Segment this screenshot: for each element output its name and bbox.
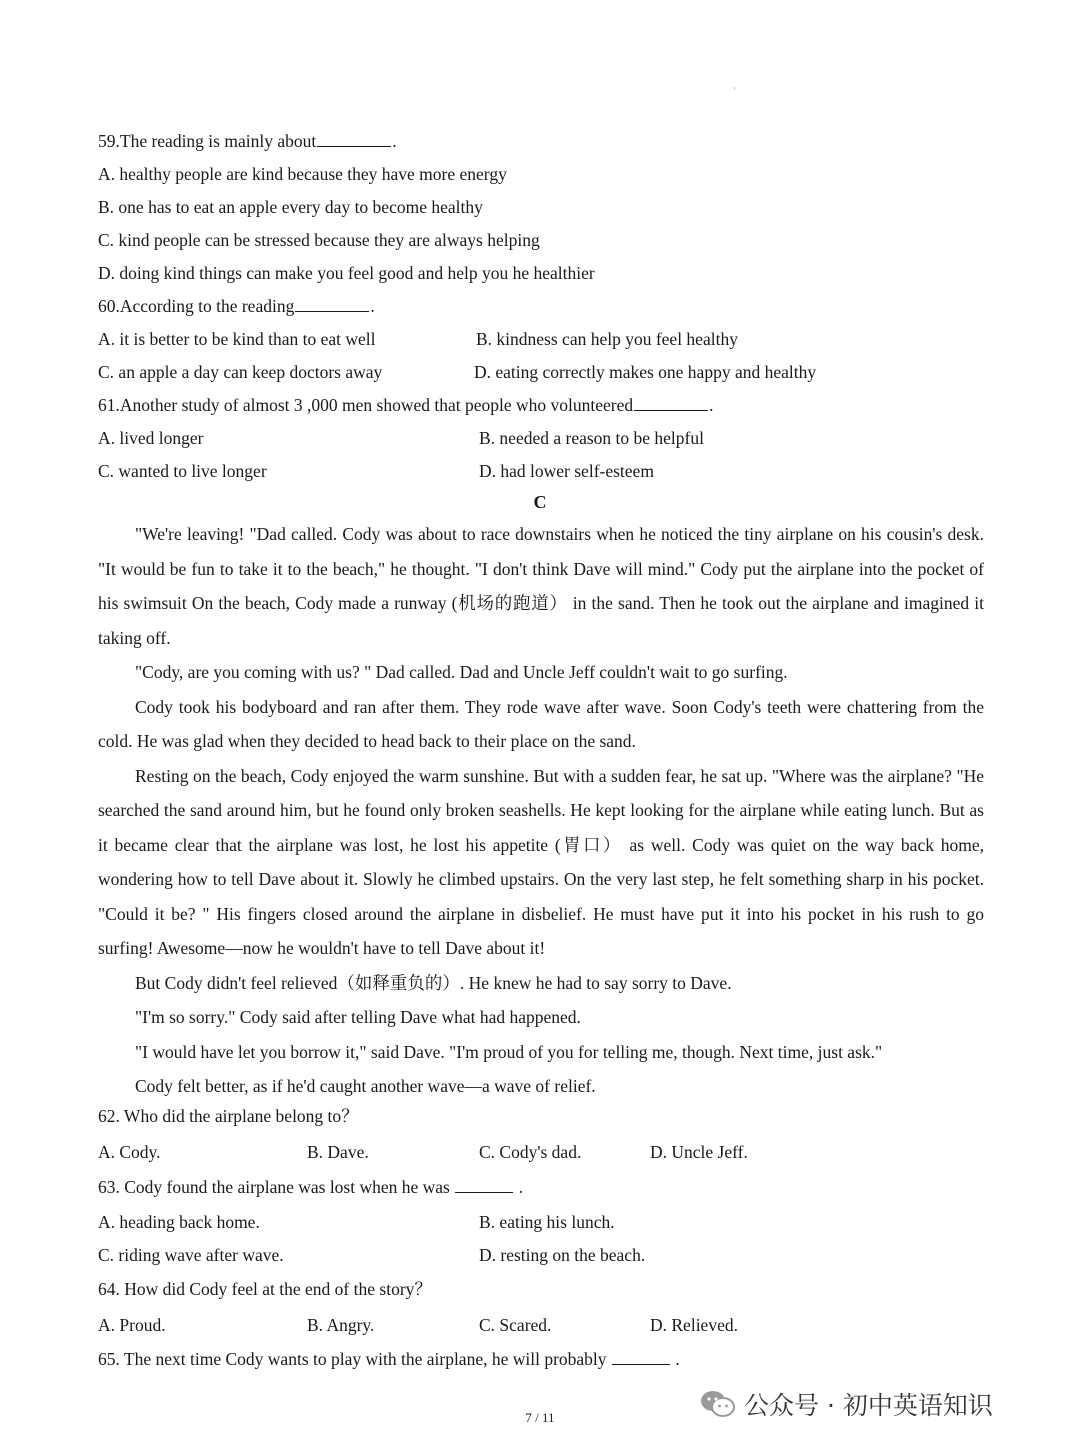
question-61-option-d: D. had lower self-esteem — [479, 461, 654, 481]
question-59-option-b: B. one has to eat an apple every day to become healthy — [98, 197, 483, 217]
passage-paragraph: Resting on the beach, Cody enjoyed the warm sunshine. But with a sudden fear, he sat up. "Where was the airplane? "He searched the sand around him, but he found only broken seashells. He kept looking for the airplane while eating lunch. But as it became clear that the airplane was lost, he lost his appetite (胃口） as well. Cody was quiet on the way back home, wondering how to tell Dave about it. Slowly he climbed upstairs. On the very last step, he felt something sharp in his pocket. "Could it be? " His fingers closed around the airplane in disbelief. He must have put it into his pocket in his rush to go surfing! Awesome—now he wouldn't have to tell Dave about it! — [98, 765, 984, 958]
question-60-option-d: D. eating correctly makes one happy and healthy — [474, 362, 817, 382]
passage-paragraph: "Cody, are you coming with us? " Dad called. Dad and Uncle Jeff couldn't wait to go surfing. — [135, 662, 788, 682]
question-60-stem: 60.According to the reading . — [98, 296, 375, 316]
answer-blank — [317, 130, 391, 147]
question-64-option-d: D. Relieved. — [650, 1315, 738, 1335]
question-60-option-b: B. kindness can help you feel healthy — [476, 329, 738, 349]
answer-blank — [612, 1348, 670, 1365]
question-59-option-d: D. doing kind things can make you feel good and help you he healthier — [98, 263, 595, 283]
passage-paragraph: "I'm so sorry." Cody said after telling Dave what had happened. — [135, 1007, 581, 1027]
question-62-stem: 62. Who did the airplane belong to？ — [98, 1106, 359, 1126]
question-63-option-d: D. resting on the beach. — [479, 1245, 646, 1265]
question-62-option-d: D. Uncle Jeff. — [650, 1142, 748, 1162]
question-65-stem: 65. The next time Cody wants to play with the airplane, he will probably . — [98, 1349, 680, 1369]
page-number: 7 / 11 — [525, 1410, 555, 1425]
passage-paragraph: "I would have let you borrow it," said Dave. "I'm proud of you for telling me, though. Next time, just ask." — [135, 1041, 883, 1062]
question-64-option-c: C. Scared. — [479, 1315, 552, 1335]
question-61-option-a: A. lived longer — [98, 428, 204, 448]
question-59-stem: 59.The reading is mainly about . — [98, 131, 397, 151]
question-64-stem: 64. How did Cody feel at the end of the story？ — [98, 1279, 432, 1299]
passage-paragraph: Cody felt better, as if he'd caught another wave—a wave of relief. — [135, 1076, 596, 1096]
wechat-icon — [700, 1390, 736, 1418]
watermark — [700, 1384, 993, 1424]
question-61-option-b: B. needed a reason to be helpful — [479, 428, 704, 448]
question-61-option-c: C. wanted to live longer — [98, 461, 267, 481]
passage-paragraph: "We're leaving! "Dad called. Cody was about to race downstairs when he noticed the tiny airplane on his cousin's desk. "It would be fun to take it to the beach," he thought. "I don't think Dave will mind." Cody put the airplane into the pocket of his swimsuit On the beach, Cody made a runway (机场的跑道） in the sand. Then he took out the airplane and imagined it taking off. — [98, 524, 984, 648]
question-63-option-c: C. riding wave after wave. — [98, 1245, 284, 1265]
answer-blank — [295, 295, 369, 312]
question-61-stem: 61.Another study of almost 3 ,000 men showed that people who volunteered . — [98, 395, 714, 415]
question-64-option-b: B. Angry. — [307, 1315, 375, 1335]
question-59-option-c: C. kind people can be stressed because they are always helping — [98, 230, 540, 250]
section-heading: C — [533, 492, 547, 512]
passage-paragraph: But Cody didn't feel relieved（如释重负的）. He knew he had to say sorry to Dave. — [135, 972, 732, 993]
watermark-text: 公众号 · 初中英语知识 — [744, 1391, 993, 1420]
question-59-option-a: A. healthy people are kind because they have more energy — [98, 164, 507, 184]
question-62-option-b: B. Dave. — [307, 1142, 369, 1162]
question-63-option-b: B. eating his lunch. — [479, 1212, 615, 1232]
question-63-stem: 63. Cody found the airplane was lost when he was . — [98, 1177, 523, 1197]
answer-blank — [634, 394, 708, 411]
answer-blank — [455, 1176, 513, 1193]
question-63-option-a: A. heading back home. — [98, 1212, 260, 1232]
passage-c — [98, 517, 984, 1104]
question-64-option-a: A. Proud. — [98, 1315, 166, 1335]
passage-paragraph: Cody took his bodyboard and ran after them. They rode wave after wave. Soon Cody's teeth were chattering from the cold. He was glad when they decided to head back to their place on the sand. — [98, 696, 984, 751]
stray-mark: ' — [734, 86, 736, 95]
question-62-option-a: A. Cody. — [98, 1142, 161, 1162]
question-60-option-c: C. an apple a day can keep doctors away — [98, 362, 383, 382]
question-60-option-a: A. it is better to be kind than to eat well — [98, 329, 376, 349]
question-62-option-c: C. Cody's dad. — [479, 1142, 582, 1162]
